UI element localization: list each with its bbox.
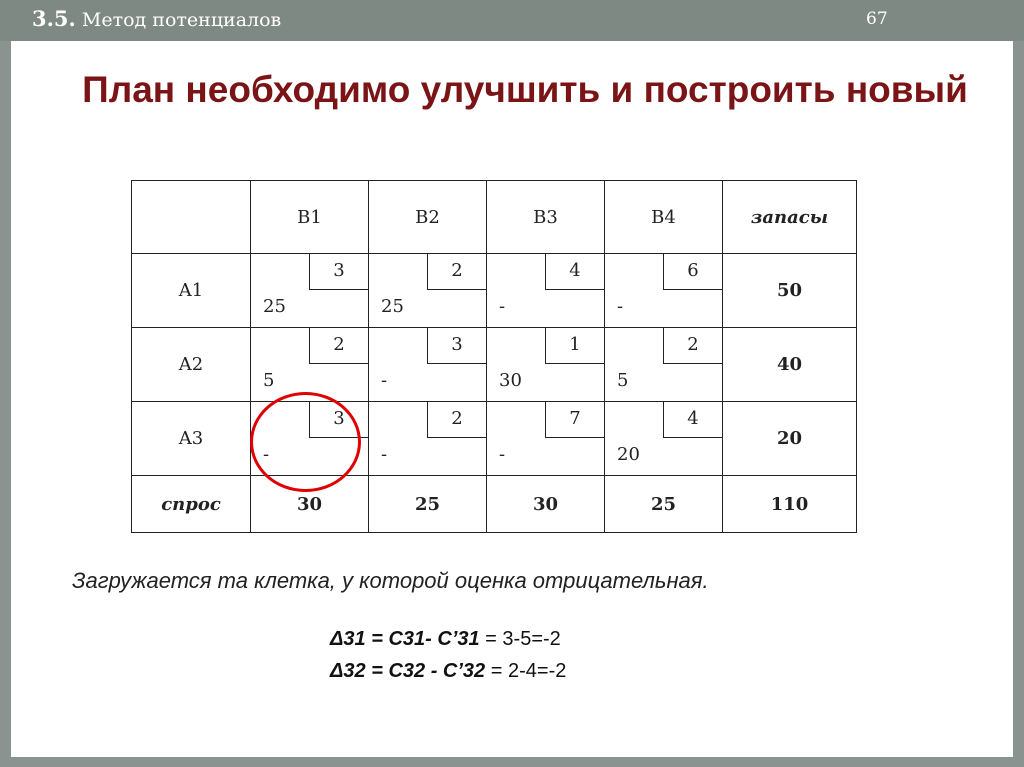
cell-a3-b3 <box>487 402 605 476</box>
demand-b1: 30 <box>251 476 369 533</box>
supply-a3: 20 <box>723 402 857 476</box>
cell-a2-b2 <box>369 328 487 402</box>
cost-value: 2 <box>309 328 368 364</box>
amount-value: - <box>499 296 506 317</box>
table-header-row <box>132 181 857 254</box>
formula-1-lhs: Δ31 = С31- С’31 <box>330 628 480 650</box>
cost-value: 2 <box>663 328 722 364</box>
formula-2-rhs: = 2-4=-2 <box>485 660 567 682</box>
cell-a3-b4 <box>605 402 723 476</box>
table-row <box>132 328 857 402</box>
cell-a1-b4 <box>605 254 723 328</box>
cell-a2-b1 <box>251 328 369 402</box>
amount-value: - <box>263 444 270 465</box>
header-bar <box>0 0 1024 41</box>
slide-title: План необходимо улучшить и построить новый <box>82 69 968 110</box>
supply-a2: 40 <box>723 328 857 402</box>
amount-value: 25 <box>381 296 404 317</box>
cost-value: 6 <box>663 254 722 290</box>
demand-label: спрос <box>132 476 251 533</box>
formula-1 <box>330 628 561 651</box>
transport-table <box>131 180 857 533</box>
demand-b4: 25 <box>605 476 723 533</box>
cell-a3-b2 <box>369 402 487 476</box>
cell-a1-b2 <box>369 254 487 328</box>
cost-value: 3 <box>309 254 368 290</box>
corner-cell <box>132 181 251 254</box>
section-heading: 3.5. Метод потенциалов <box>32 6 282 31</box>
amount-value: 20 <box>617 444 640 465</box>
col-header-b2: B2 <box>369 181 487 254</box>
row-label-a3: A3 <box>132 402 251 476</box>
cell-a2-b3 <box>487 328 605 402</box>
formula-2 <box>330 660 566 683</box>
row-label-a2: A2 <box>132 328 251 402</box>
cost-value: 2 <box>427 254 486 290</box>
amount-value: 30 <box>499 370 522 391</box>
table-row <box>132 402 857 476</box>
page-number: 67 <box>866 9 888 29</box>
col-header-b1: B1 <box>251 181 369 254</box>
row-label-a1: A1 <box>132 254 251 328</box>
table-row <box>132 254 857 328</box>
cell-a2-b4 <box>605 328 723 402</box>
col-header-b3: B3 <box>487 181 605 254</box>
amount-value: 5 <box>617 370 629 391</box>
cell-a1-b1 <box>251 254 369 328</box>
amount-value: - <box>381 444 388 465</box>
amount-value: 25 <box>263 296 286 317</box>
amount-value: - <box>617 296 624 317</box>
demand-b3: 30 <box>487 476 605 533</box>
explanation-note: Загружается та клетка, у которой оценка отрицательная. <box>72 568 709 593</box>
cost-value: 1 <box>545 328 604 364</box>
amount-value: - <box>499 444 506 465</box>
cost-value: 7 <box>545 402 604 438</box>
highlight-circle <box>250 392 361 492</box>
cell-a1-b3 <box>487 254 605 328</box>
formula-2-lhs: Δ32 = С32 - С’32 <box>330 660 486 682</box>
supply-a1: 50 <box>723 254 857 328</box>
cost-value: 2 <box>427 402 486 438</box>
col-header-b4: B4 <box>605 181 723 254</box>
cost-value: 4 <box>545 254 604 290</box>
total-value: 110 <box>723 476 857 533</box>
section-title: Метод потенциалов <box>81 9 282 31</box>
cost-value: 4 <box>663 402 722 438</box>
demand-row <box>132 476 857 533</box>
supply-header: запасы <box>723 181 857 254</box>
cost-value: 3 <box>427 328 486 364</box>
cost-value: 3 <box>309 402 368 438</box>
demand-b2: 25 <box>369 476 487 533</box>
amount-value: 5 <box>263 370 275 391</box>
amount-value: - <box>381 370 388 391</box>
formula-1-rhs: = 3-5=-2 <box>479 628 561 650</box>
